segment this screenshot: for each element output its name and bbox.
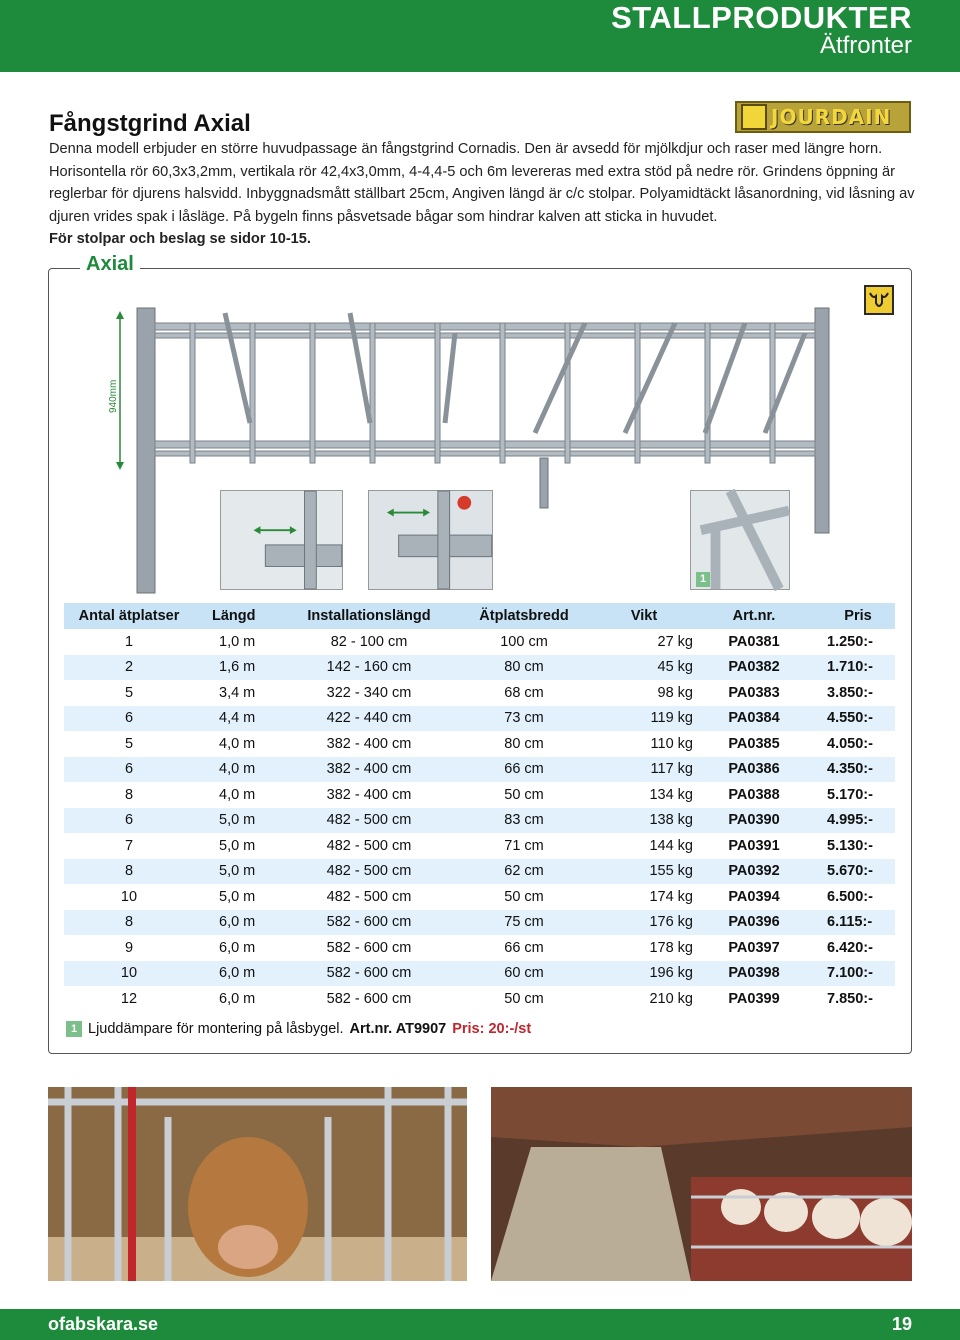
brand-logo [735, 101, 911, 133]
brand-mark-icon [741, 104, 767, 130]
cell-langd: 6,0 m [194, 935, 279, 961]
cell-langd: 4,0 m [194, 782, 279, 808]
cell-installationslangd: 482 - 500 cm [279, 859, 459, 885]
cell-artnr: PA0390 [699, 808, 809, 834]
cell-vikt: 176 kg [589, 910, 699, 936]
cell-installationslangd: 582 - 600 cm [279, 961, 459, 987]
cell-pris: 5.130:- [809, 833, 895, 859]
cell-artnr: PA0386 [699, 757, 809, 783]
cell-vikt: 134 kg [589, 782, 699, 808]
cell-vikt: 196 kg [589, 961, 699, 987]
cell-installationslangd: 482 - 500 cm [279, 884, 459, 910]
table-row [64, 731, 895, 757]
col-header-installationslangd: Installationslängd [279, 603, 459, 629]
cell-installationslangd: 582 - 600 cm [279, 910, 459, 936]
cell-antal: 10 [64, 884, 194, 910]
cell-artnr: PA0385 [699, 731, 809, 757]
cell-langd: 6,0 m [194, 986, 279, 1012]
cell-langd: 1,0 m [194, 629, 279, 655]
section-label: Axial [80, 253, 140, 276]
cell-antal: 6 [64, 808, 194, 834]
col-header-artnr: Art.nr. [699, 603, 809, 629]
cell-antal: 8 [64, 859, 194, 885]
cell-pris: 4.350:- [809, 757, 895, 783]
cell-pris: 7.850:- [809, 986, 895, 1012]
table-header-row [64, 603, 895, 629]
cell-vikt: 210 kg [589, 986, 699, 1012]
cell-installationslangd: 582 - 600 cm [279, 935, 459, 961]
cell-atplatsbredd: 50 cm [459, 986, 589, 1012]
cell-atplatsbredd: 80 cm [459, 731, 589, 757]
cell-antal: 6 [64, 757, 194, 783]
cell-installationslangd: 482 - 500 cm [279, 833, 459, 859]
cell-atplatsbredd: 71 cm [459, 833, 589, 859]
cow-photo [48, 1087, 467, 1281]
cell-artnr: PA0392 [699, 859, 809, 885]
cell-langd: 4,4 m [194, 706, 279, 732]
header-band [0, 0, 960, 72]
cell-artnr: PA0381 [699, 629, 809, 655]
cell-vikt: 174 kg [589, 884, 699, 910]
cell-pris: 6.420:- [809, 935, 895, 961]
cow-head-icon [864, 285, 894, 315]
cell-installationslangd: 322 - 340 cm [279, 680, 459, 706]
cell-pris: 5.170:- [809, 782, 895, 808]
description-note: För stolpar och beslag se sidor 10-15. [49, 231, 311, 247]
cell-langd: 1,6 m [194, 655, 279, 681]
detail-image-lock [368, 490, 493, 590]
product-description [49, 138, 919, 251]
cell-pris: 3.850:- [809, 680, 895, 706]
col-header-pris: Pris [809, 603, 895, 629]
cell-artnr: PA0394 [699, 884, 809, 910]
cell-atplatsbredd: 62 cm [459, 859, 589, 885]
table-row [64, 757, 895, 783]
cell-atplatsbredd: 100 cm [459, 629, 589, 655]
cell-installationslangd: 482 - 500 cm [279, 808, 459, 834]
cell-pris: 6.500:- [809, 884, 895, 910]
cell-installationslangd: 422 - 440 cm [279, 706, 459, 732]
cell-antal: 9 [64, 935, 194, 961]
product-title: Fångstgrind Axial [49, 110, 251, 137]
cell-antal: 8 [64, 910, 194, 936]
cell-langd: 5,0 m [194, 884, 279, 910]
cell-vikt: 117 kg [589, 757, 699, 783]
cell-pris: 1.710:- [809, 655, 895, 681]
cell-pris: 4.550:- [809, 706, 895, 732]
cell-artnr: PA0388 [699, 782, 809, 808]
subcategory-title: Ätfronter [819, 32, 912, 59]
table-row [64, 629, 895, 655]
cell-artnr: PA0398 [699, 961, 809, 987]
cell-pris: 6.115:- [809, 910, 895, 936]
cell-vikt: 27 kg [589, 629, 699, 655]
cell-antal: 1 [64, 629, 194, 655]
cell-vikt: 45 kg [589, 655, 699, 681]
col-header-atplatsbredd: Ätplatsbredd [459, 603, 589, 629]
cell-vikt: 144 kg [589, 833, 699, 859]
price-table-body [64, 629, 895, 1012]
cell-pris: 4.995:- [809, 808, 895, 834]
cell-installationslangd: 82 - 100 cm [279, 629, 459, 655]
table-row [64, 782, 895, 808]
cell-antal: 2 [64, 655, 194, 681]
footer-band [0, 1309, 960, 1340]
cell-langd: 4,0 m [194, 731, 279, 757]
barn-photo [491, 1087, 912, 1281]
table-row [64, 935, 895, 961]
accessory-price: Pris: 20:-/st [452, 1021, 532, 1037]
cell-pris: 1.250:- [809, 629, 895, 655]
cell-installationslangd: 582 - 600 cm [279, 986, 459, 1012]
cell-antal: 5 [64, 731, 194, 757]
price-table [64, 603, 895, 1012]
cell-vikt: 119 kg [589, 706, 699, 732]
table-row [64, 706, 895, 732]
cell-installationslangd: 382 - 400 cm [279, 782, 459, 808]
cell-vikt: 155 kg [589, 859, 699, 885]
table-row [64, 910, 895, 936]
cell-langd: 6,0 m [194, 910, 279, 936]
description-line-1: Denna modell erbjuder en större huvudpassage än fångstgrind Cornadis. Den är avsedd för mjölkdjur och raser med längre horn. [49, 141, 883, 157]
cell-installationslangd: 382 - 400 cm [279, 731, 459, 757]
cell-langd: 3,4 m [194, 680, 279, 706]
footer-website: ofabskara.se [48, 1314, 159, 1334]
cell-atplatsbredd: 66 cm [459, 935, 589, 961]
cell-langd: 4,0 m [194, 757, 279, 783]
cell-artnr: PA0396 [699, 910, 809, 936]
table-row [64, 961, 895, 987]
table-row [64, 808, 895, 834]
cell-atplatsbredd: 83 cm [459, 808, 589, 834]
cell-langd: 5,0 m [194, 808, 279, 834]
cell-vikt: 178 kg [589, 935, 699, 961]
accessory-text: Ljuddämpare för montering på låsbygel. [88, 1021, 344, 1037]
cell-artnr: PA0391 [699, 833, 809, 859]
cell-pris: 7.100:- [809, 961, 895, 987]
cell-atplatsbredd: 66 cm [459, 757, 589, 783]
table-row [64, 680, 895, 706]
callout-badge: 1 [696, 572, 710, 587]
cell-langd: 5,0 m [194, 833, 279, 859]
table-row [64, 655, 895, 681]
cell-installationslangd: 142 - 160 cm [279, 655, 459, 681]
col-header-antal: Antal ätplatser [64, 603, 194, 629]
cell-artnr: PA0384 [699, 706, 809, 732]
cell-artnr: PA0397 [699, 935, 809, 961]
cell-atplatsbredd: 50 cm [459, 782, 589, 808]
cell-antal: 12 [64, 986, 194, 1012]
table-row [64, 884, 895, 910]
page-number: 19 [891, 1314, 912, 1334]
table-row [64, 833, 895, 859]
cell-vikt: 110 kg [589, 731, 699, 757]
accessory-note [66, 1021, 531, 1037]
table-row [64, 986, 895, 1012]
cell-antal: 7 [64, 833, 194, 859]
cell-atplatsbredd: 60 cm [459, 961, 589, 987]
cell-pris: 5.670:- [809, 859, 895, 885]
cell-atplatsbredd: 73 cm [459, 706, 589, 732]
cell-artnr: PA0399 [699, 986, 809, 1012]
cell-atplatsbredd: 50 cm [459, 884, 589, 910]
col-header-vikt: Vikt [589, 603, 699, 629]
brand-name: JOURDAIN [771, 105, 892, 129]
accessory-badge: 1 [66, 1021, 82, 1037]
table-row [64, 859, 895, 885]
cell-atplatsbredd: 80 cm [459, 655, 589, 681]
cell-pris: 4.050:- [809, 731, 895, 757]
cell-antal: 8 [64, 782, 194, 808]
cell-antal: 10 [64, 961, 194, 987]
cell-vikt: 138 kg [589, 808, 699, 834]
cell-langd: 6,0 m [194, 961, 279, 987]
cell-atplatsbredd: 68 cm [459, 680, 589, 706]
cell-vikt: 98 kg [589, 680, 699, 706]
cell-langd: 5,0 m [194, 859, 279, 885]
cell-antal: 5 [64, 680, 194, 706]
category-title: STALLPRODUKTER [611, 0, 912, 35]
detail-image-adjustment [220, 490, 343, 590]
cell-artnr: PA0382 [699, 655, 809, 681]
cell-installationslangd: 382 - 400 cm [279, 757, 459, 783]
col-header-langd: Längd [194, 603, 279, 629]
accessory-artnr: Art.nr. AT9907 [349, 1021, 447, 1037]
cell-atplatsbredd: 75 cm [459, 910, 589, 936]
cell-antal: 6 [64, 706, 194, 732]
height-dimension-label: 940mm [108, 379, 119, 413]
cell-artnr: PA0383 [699, 680, 809, 706]
description-line-2: Horisontella rör 60,3x3,2mm, vertikala rör 42,4x3,0mm, 4-4,4-5 och 6m levereras med extra stöd på nedre rör. Grindens öppning är reglerbar för djurens halsvidd. Inbyggnadsmått ställbart 25cm, Angiven längd är c/c stolpar. Polyamidtäckt låsanordning, vid låsning av djuren vrides spak i låsläge. På bygeln finns påsvetsade bågar som hindrar kalven att sticka in huvudet. [49, 163, 915, 225]
